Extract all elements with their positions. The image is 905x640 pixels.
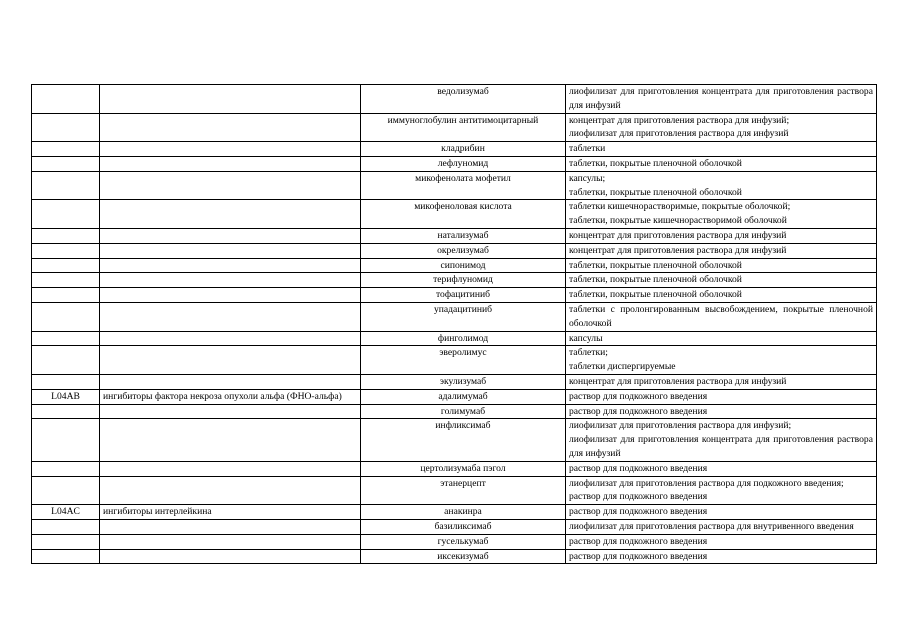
table-row: [32, 200, 877, 229]
dosage-form-cell: [566, 85, 877, 114]
dosage-form-cell: [566, 302, 877, 331]
drug-name-cell: инфликсимаб: [361, 419, 566, 461]
dosage-form-line: концентрат для приготовления раствора для инфузий: [569, 229, 787, 241]
table-row: [32, 273, 877, 288]
atc-code-cell: [32, 331, 100, 346]
dosage-form-line: раствор для подкожного введения: [569, 462, 708, 474]
drug-name-cell: гуселькумаб: [361, 534, 566, 549]
dosage-form-cell: [566, 476, 877, 505]
dosage-form-line: таблетки, покрытые кишечнорастворимой оболочкой: [569, 215, 787, 227]
atc-code-cell: [32, 476, 100, 505]
dosage-form-line: таблетки, покрытые пленочной оболочкой: [569, 259, 742, 271]
table-row: [32, 258, 877, 273]
dosage-form-cell: [566, 505, 877, 520]
dosage-form-line: концентрат для приготовления раствора для инфузий: [569, 375, 787, 387]
table-row: [32, 374, 877, 389]
atc-code-cell: [32, 404, 100, 419]
pharm-group-cell: [100, 142, 361, 157]
dosage-form-line: концентрат для приготовления раствора для инфузий;: [569, 114, 790, 126]
pharm-group-cell: [100, 171, 361, 200]
table-row: [32, 476, 877, 505]
atc-code-cell: [32, 519, 100, 534]
dosage-form-line: лиофилизат для приготовления концентрата для приготовления раствора для инфузий: [569, 86, 873, 111]
dosage-form-line: таблетки, покрытые пленочной оболочкой: [569, 289, 742, 301]
atc-code-cell: [32, 156, 100, 171]
drug-name-cell: упадацитиниб: [361, 302, 566, 331]
dosage-form-cell: [566, 404, 877, 419]
drug-name-cell: цертолизумаба пэгол: [361, 461, 566, 476]
dosage-form-cell: [566, 113, 877, 142]
table-row: [32, 534, 877, 549]
dosage-form-cell: [566, 331, 877, 346]
atc-code-cell: [32, 288, 100, 303]
pharm-group-cell: [100, 302, 361, 331]
drug-table: [31, 84, 877, 564]
atc-code-cell: [32, 142, 100, 157]
table-row: [32, 243, 877, 258]
pharm-group-cell: [100, 288, 361, 303]
table-row: [32, 228, 877, 243]
dosage-form-line: таблетки кишечнорастворимые, покрытые оболочкой;: [569, 201, 791, 213]
dosage-form-cell: [566, 419, 877, 461]
pharm-group-cell: [100, 331, 361, 346]
table-row: [32, 505, 877, 520]
dosage-form-line: лиофилизат для приготовления раствора для инфузий;: [569, 420, 792, 432]
drug-name-cell: лефлуномид: [361, 156, 566, 171]
atc-code-cell: [32, 171, 100, 200]
dosage-form-cell: [566, 519, 877, 534]
atc-code-cell: [32, 228, 100, 243]
dosage-form-cell: [566, 142, 877, 157]
dosage-form-cell: [566, 171, 877, 200]
dosage-form-line: таблетки, покрытые пленочной оболочкой: [569, 274, 742, 286]
pharm-group-cell: ингибиторы фактора некроза опухоли альфа (ФНО-альфа): [100, 389, 361, 404]
table-row: [32, 156, 877, 171]
dosage-form-cell: [566, 273, 877, 288]
dosage-form-cell: [566, 243, 877, 258]
dosage-form-cell: [566, 461, 877, 476]
pharm-group-cell: [100, 113, 361, 142]
drug-name-cell: базиликсимаб: [361, 519, 566, 534]
pharm-group-cell: [100, 404, 361, 419]
table-row: [32, 288, 877, 303]
drug-name-cell: иммуноглобулин антитимоцитарный: [361, 113, 566, 142]
pharm-group-cell: [100, 476, 361, 505]
dosage-form-line: таблетки;: [569, 347, 608, 359]
table-row: [32, 346, 877, 375]
dosage-form-line: лиофилизат для приготовления раствора для подкожного введения;: [569, 477, 844, 489]
dosage-form-line: раствор для подкожного введения: [569, 506, 708, 518]
atc-code-cell: [32, 419, 100, 461]
dosage-form-line: таблетки, покрытые пленочной оболочкой: [569, 186, 742, 198]
dosage-form-cell: [566, 534, 877, 549]
dosage-form-line: таблетки, покрытые пленочной оболочкой: [569, 157, 742, 169]
pharm-group-cell: [100, 243, 361, 258]
atc-code-cell: L04AB: [32, 389, 100, 404]
atc-code-cell: [32, 200, 100, 229]
drug-name-cell: эверолимус: [361, 346, 566, 375]
table-row: [32, 142, 877, 157]
dosage-form-line: раствор для подкожного введения: [569, 535, 708, 547]
pharm-group-cell: [100, 534, 361, 549]
dosage-form-line: таблетки: [569, 143, 606, 155]
dosage-form-line: раствор для подкожного введения: [569, 550, 708, 562]
pharm-group-cell: [100, 273, 361, 288]
drug-name-cell: микофеноловая кислота: [361, 200, 566, 229]
drug-name-cell: финголимод: [361, 331, 566, 346]
dosage-form-cell: [566, 374, 877, 389]
drug-name-cell: сипонимод: [361, 258, 566, 273]
drug-name-cell: окрелизумаб: [361, 243, 566, 258]
dosage-form-line: лиофилизат для приготовления концентрата для приготовления раствора для инфузий: [569, 434, 873, 459]
table-row: [32, 419, 877, 461]
pharm-group-cell: [100, 374, 361, 389]
table-row: [32, 519, 877, 534]
atc-code-cell: [32, 85, 100, 114]
dosage-form-line: таблетки диспергируемые: [569, 361, 676, 373]
table-row: [32, 549, 877, 564]
atc-code-cell: L04AC: [32, 505, 100, 520]
table-row: [32, 461, 877, 476]
pharm-group-cell: [100, 228, 361, 243]
drug-name-cell: адалимумаб: [361, 389, 566, 404]
dosage-form-cell: [566, 389, 877, 404]
table-row: [32, 404, 877, 419]
atc-code-cell: [32, 461, 100, 476]
dosage-form-cell: [566, 549, 877, 564]
drug-name-cell: терифлуномид: [361, 273, 566, 288]
dosage-form-cell: [566, 200, 877, 229]
atc-code-cell: [32, 549, 100, 564]
dosage-form-line: раствор для подкожного введения: [569, 390, 708, 402]
drug-name-cell: экулизумаб: [361, 374, 566, 389]
atc-code-cell: [32, 374, 100, 389]
drug-name-cell: голимумаб: [361, 404, 566, 419]
dosage-form-line: капсулы: [569, 332, 603, 344]
dosage-form-cell: [566, 228, 877, 243]
drug-name-cell: ведолизумаб: [361, 85, 566, 114]
pharm-group-cell: [100, 85, 361, 114]
atc-code-cell: [32, 273, 100, 288]
drug-name-cell: натализумаб: [361, 228, 566, 243]
table-row: [32, 85, 877, 114]
table-row: [32, 113, 877, 142]
atc-code-cell: [32, 534, 100, 549]
drug-name-cell: тофацитиниб: [361, 288, 566, 303]
atc-code-cell: [32, 113, 100, 142]
drug-name-cell: этанерцепт: [361, 476, 566, 505]
pharm-group-cell: [100, 156, 361, 171]
drug-name-cell: микофенолата мофетил: [361, 171, 566, 200]
pharm-group-cell: ингибиторы интерлейкина: [100, 505, 361, 520]
dosage-form-line: таблетки с пролонгированным высвобождением, покрытые пленочной оболочкой: [569, 303, 873, 329]
table-row: [32, 302, 877, 331]
drug-table-body: [32, 85, 877, 564]
dosage-form-line: лиофилизат для приготовления раствора для внутривенного введения: [569, 520, 854, 532]
drug-name-cell: кладрибин: [361, 142, 566, 157]
dosage-form-line: раствор для подкожного введения: [569, 405, 708, 417]
pharm-group-cell: [100, 549, 361, 564]
pharm-group-cell: [100, 346, 361, 375]
atc-code-cell: [32, 258, 100, 273]
dosage-form-cell: [566, 346, 877, 375]
dosage-form-cell: [566, 258, 877, 273]
pharm-group-cell: [100, 519, 361, 534]
dosage-form-line: раствор для подкожного введения: [569, 491, 708, 503]
drug-name-cell: анакинра: [361, 505, 566, 520]
pharm-group-cell: [100, 200, 361, 229]
pharm-group-cell: [100, 419, 361, 461]
table-row: [32, 171, 877, 200]
atc-code-cell: [32, 346, 100, 375]
table-row: [32, 389, 877, 404]
table-row: [32, 331, 877, 346]
dosage-form-line: капсулы;: [569, 172, 606, 184]
dosage-form-cell: [566, 288, 877, 303]
pharm-group-cell: [100, 258, 361, 273]
drug-name-cell: иксекизумаб: [361, 549, 566, 564]
atc-code-cell: [32, 243, 100, 258]
atc-code-cell: [32, 302, 100, 331]
dosage-form-line: концентрат для приготовления раствора для инфузий: [569, 244, 787, 256]
dosage-form-line: лиофилизат для приготовления раствора для инфузий: [569, 128, 789, 140]
pharm-group-cell: [100, 461, 361, 476]
dosage-form-cell: [566, 156, 877, 171]
